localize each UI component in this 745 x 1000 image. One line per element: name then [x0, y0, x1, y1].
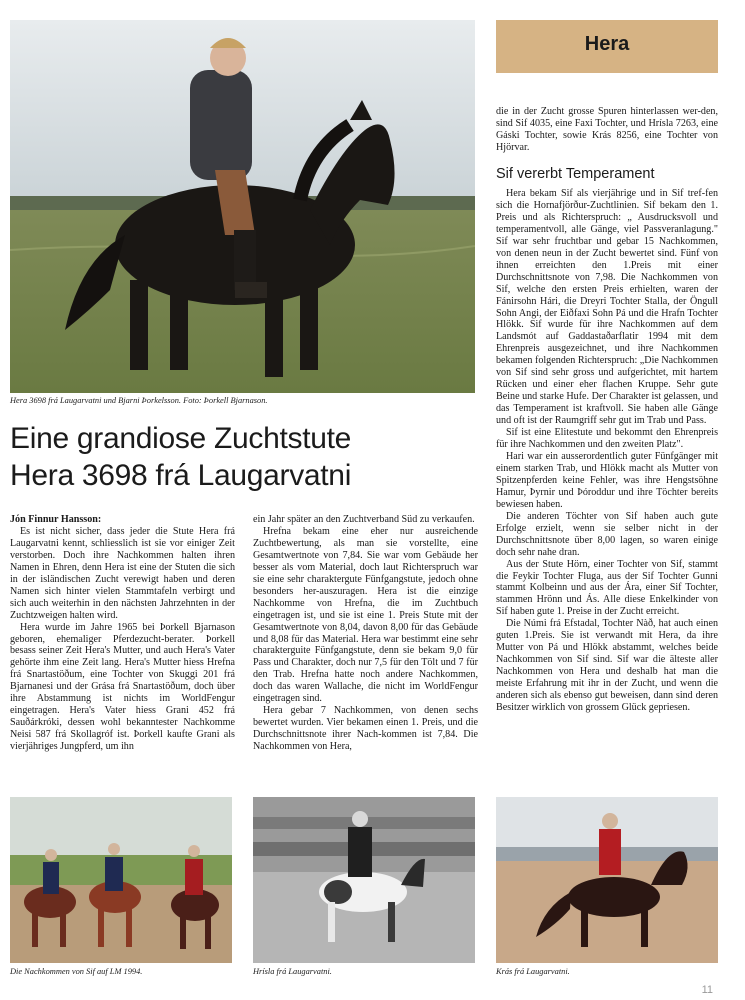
paragraph: ein Jahr später an den Zuchtverband Süd zu verkaufen.	[253, 514, 475, 525]
photo-hrisla	[253, 797, 475, 963]
section-label: Hera	[584, 33, 630, 55]
headline-line-1: Eine grandiose Zuchtstute	[10, 422, 352, 455]
rider-horse-illustration	[10, 20, 475, 393]
hrisla-illustration	[253, 797, 475, 963]
bottom-middle-caption: Hrísla frá Laugarvatni.	[253, 967, 332, 976]
paragraph: Aus der Stute Hörn, einer Tochter von Sif, stammt die Feykir Tochter Fluga, aus der Sif Tochter Gunni stammt Kolbeinn und aus der Ára, einer Sif Tochter, stammen Hrönn und Ás. Alle diese Enkelkinder von Sif haben gute 1. Preise in der Zucht erreicht.	[496, 558, 718, 618]
bottom-right-caption: Krás frá Laugarvatni.	[496, 967, 570, 976]
paragraph: Hera wurde im Jahre 1965 bei Þorkell Bjarnason geboren, ehemaliger Pferdezucht-berater. Þorkell besass seiner Zeit Hera's Mutter, und auch Hera's Vater gehörte ihm eine Zeit lang. Hera's Mutter hiess Hrefna frá Snartastöðum, eine Tochter von Skuggi 201 frá Bjarnanesi und der Grása frá Snartastöðum, doch über ihre Abstammung ist nichts im WorldFengur eingetragen. Hera's Vater hiess Grani 452 frá Sauðárkróki, dessen wohl bekanntester Nachkomme Neisi 587 frá Skollagróf ist. Þorkell kaufte Grani als vierjähriges Jungpferd, um ihn	[10, 621, 235, 753]
paragraph: Hera bekam Sif als vierjährige und in Sif tref-fen sich die Hornafjörður-Zuchtlinien. Sif bekam den 1. Preis und als Richterspruch: „ Ausdrucksvoll und temperamentvoll, alle Gänge, viel Passveranlagung." Sif war sehr fruchtbar und gebar 15 Nachkommen, von denen neun in der Zucht bewertet sind. Fünf von ihnen erreichten den 1.Preis mit einer Durchschnittsnote von 7,98. Die Nachkommen von Sif, welche den ersten Preis erhielten, waren der Fánirsohn Hári, die Dreyri Tochter Stalla, der Öngull Sohn Angi, der Eiðfaxi Sohn Pá und die Hrafn Tochter Hlökk. Sif wurde für ihre Nachkommen auf dem Landsmót auf Gaddastaðarflatir 1994 mit dem Ehrenpreis ausgezeichnet, und ihre Nachkommen bekamen folgenden Richterspruch: „Die Nachkommen von Sif sind sehr gross und aufgerichtet, mit hartem Rücken und einer eher flachen Kruppe. Sehr gute Beine und starke Hufe. Der Charakter ist gelassen, und das Temperament ist kraftvoll. Sie haben alle Gänge und oft ist der Raumgriff sehr gut im Trab und Pass.	[496, 188, 718, 427]
main-photo	[10, 20, 475, 393]
photo-kras	[496, 797, 718, 963]
paragraph: die in der Zucht grosse Spuren hinterlassen wer-den, sind Sif 4035, eine Faxi Tochter, und Hrísla 7263, eine Gáski Tochter, sowie Krás 8256, eine Tochter von Hjörvar.	[496, 106, 718, 153]
paragraph: Hrefna bekam eine eher nur ausreichende Zuchtbewertung, als man sie vorstellte, eine Gesamtwertnote von 7,84. Sie war vom Gebäude her besser als vom Material, doch laut Richterspruch war sie eine sehr charaktergute Fünfgangstute, jedoch ohne besonders her-auszuragen. Hera ist die einzige Nachkomme von Hrefna, die im Zuchtbuch eingetragen ist, und sie ist eine 1. Preis Stute mit der Gesamtwertnote von 8,04, davon 8,00 für das Gebäude und 8,08 für das Material. Hera war bestimmt eine sehr charakterguite Fünfgangstute, denn sie bekam 9,0 für Pass und Charakter, doch nur 7,5 für den Tölt und 7 für den Trab. Hrefna hatte noch andere Nachkommen, doch das waren Wallache, die nicht im WorldFengur eingetragen sind.	[253, 525, 478, 705]
photo-sif-offspring	[10, 797, 232, 963]
kras-illustration	[496, 797, 718, 963]
page-mark: 11	[701, 984, 713, 996]
main-photo-caption: Hera 3698 frá Laugarvatni und Bjarni Þorkelsson. Foto: Þorkell Bjarnason.	[10, 396, 268, 405]
bottom-left-caption: Die Nachkommen von Sif auf LM 1994.	[10, 967, 143, 976]
article-headline	[10, 420, 480, 494]
paragraph: Hera gebar 7 Nachkommen, von denen sechs bewertet wurden. Vier bekamen einen 1. Preis, und die Durchschnittsnote ihrer Nach-kommen ist 7,84. Die Nachkommen von Hera,	[253, 705, 478, 753]
subheading: Sif vererbt Temperament	[496, 166, 655, 182]
text-column-3	[496, 188, 718, 714]
text-column-3-top	[496, 106, 718, 154]
paragraph: Es ist nicht sicher, dass jeder die Stute Hera frá Laugarvatni kennt, schliesslich ist sie vor einiger Zeit verstorben. Doch ihre Nachkommen halten ihren Namen in Ehren, denn Hera ist eine der Stuten die sich in der isländischen Zucht verewigt haben und deren Namen sich hinter vielen Stammtafeln verbirgt und sich auch weiterhin in den nächsten Jahrzehnten in der Zuchtzweigen halten wird.	[10, 525, 235, 621]
paragraph: Sif ist eine Elitestute und bekommt den Ehrenpreis für ihre Nachkommen und den zweiten Platz".	[496, 427, 718, 451]
paragraph: Hari war ein ausserordentlich guter Fünfgänger mit einem starken Trab, und Hlökk macht als Mutter von Spitzenpferden keine Fehler, was ihre Hengstsöhne Hamur, Þyrnir und Þóroddur und ihre Töchter bereits bewiesen haben.	[496, 450, 718, 510]
paragraph: Die anderen Töchter von Sif haben auch gute Erfolge erzielt, wenn sie selber nicht in der Durchschnittsnote über 8,00 lagen, so waren einige doch sehr nahe dran.	[496, 510, 718, 558]
three-riders-illustration	[10, 797, 232, 963]
headline-line-2: Hera 3698 frá Laugarvatni	[10, 459, 352, 492]
paragraph: Die Númi frá Efstadal, Tochter Nàð, hat auch einen guten 1.Preis. Sie ist verwandt mit Hera, da ihre Mutter von Pá und Hlökk abstammt, welches beide Nachkommen von Sif sind. Sif war die älteste aller Nachkommen von Hera und deshalb hat man die meiste Erfahrung mit ihr in der Zucht, und wenn die anderen sich als ebenso gut beweisen, dann sind deren Besitzer wirklich von grossem Glück gepriesen.	[496, 618, 718, 713]
text-column-1	[10, 514, 235, 753]
text-column-2	[253, 514, 478, 753]
author-byline: Jón Finnur Hansson:	[10, 514, 102, 525]
section-label-box	[496, 20, 718, 73]
